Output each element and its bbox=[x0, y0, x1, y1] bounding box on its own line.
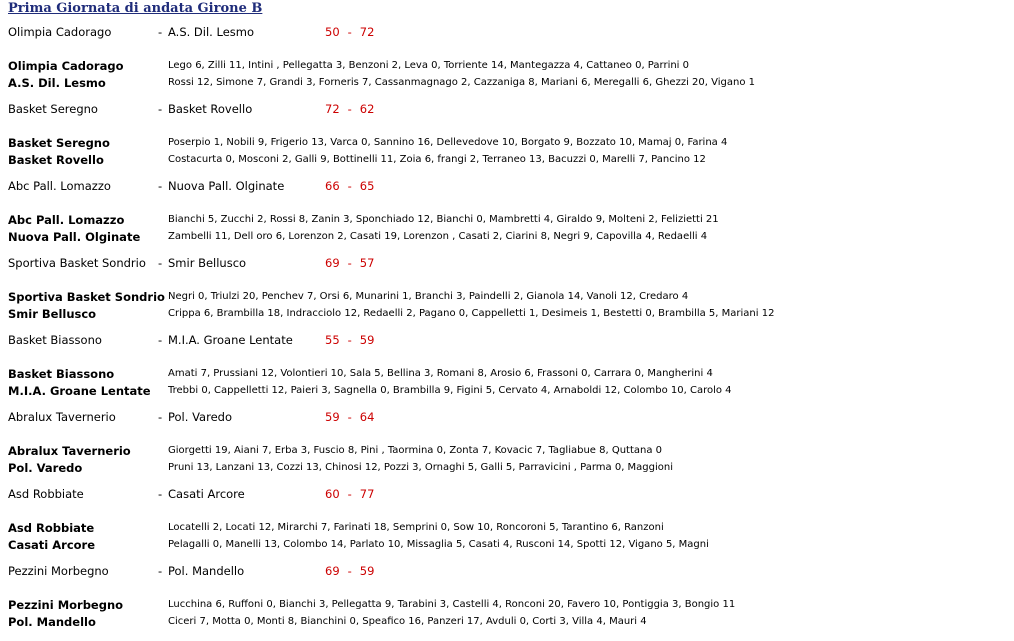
team-separator: - bbox=[158, 179, 163, 193]
score-separator: - bbox=[347, 333, 352, 347]
score-separator: - bbox=[347, 410, 352, 424]
team-separator: - bbox=[158, 410, 163, 424]
home-team-name: Olimpia Cadorago bbox=[8, 25, 112, 39]
game-block bbox=[0, 564, 1014, 641]
away-roster-row bbox=[0, 230, 1014, 246]
away-team-label: M.I.A. Groane Lentate bbox=[8, 384, 151, 398]
away-roster-row bbox=[0, 461, 1014, 477]
home-team-label: Basket Biassono bbox=[8, 367, 115, 381]
home-team-label: Sportiva Basket Sondrio bbox=[8, 290, 165, 304]
match-row bbox=[0, 487, 1014, 503]
home-team-name: Abc Pall. Lomazzo bbox=[8, 179, 111, 193]
home-team-name: Pezzini Morbegno bbox=[8, 564, 109, 578]
home-score: 50 bbox=[325, 25, 340, 39]
away-players: Crippa 6, Brambilla 18, Indracciolo 12, Redaelli 2, Pagano 0, Cappelletti 1, Desimeis 1, Bestetti 0, Brambilla 5, Mariani 12 bbox=[168, 308, 775, 319]
away-team-label: Smir Bellusco bbox=[8, 307, 97, 321]
score-separator: - bbox=[347, 25, 352, 39]
home-team-name: Sportiva Basket Sondrio bbox=[8, 256, 146, 270]
game-block bbox=[0, 25, 1014, 102]
match-row bbox=[0, 25, 1014, 41]
home-players: Poserpio 1, Nobili 9, Frigerio 13, Varca 0, Sannino 16, Dellevedove 10, Borgato 9, Bozzato 10, Mamaj 0, Farina 4 bbox=[168, 137, 728, 148]
game-block bbox=[0, 256, 1014, 333]
match-row bbox=[0, 333, 1014, 349]
home-roster-row bbox=[0, 290, 1014, 306]
home-team-label: Asd Robbiate bbox=[8, 521, 95, 535]
away-score: 59 bbox=[359, 564, 375, 578]
away-score: 72 bbox=[359, 25, 375, 39]
home-team-name: Basket Seregno bbox=[8, 102, 98, 116]
match-row bbox=[0, 564, 1014, 580]
away-team-name: Pol. Varedo bbox=[168, 410, 232, 424]
away-score: 62 bbox=[359, 102, 375, 116]
match-row bbox=[0, 256, 1014, 272]
away-score: 64 bbox=[359, 410, 375, 424]
final-score bbox=[325, 333, 374, 347]
score-separator: - bbox=[347, 179, 352, 193]
score-separator: - bbox=[347, 256, 352, 270]
match-row bbox=[0, 179, 1014, 195]
away-players: Pelagalli 0, Manelli 13, Colombo 14, Parlato 10, Missaglia 5, Casati 4, Rusconi 14, Spotti 12, Vigano 5, Magni bbox=[168, 539, 709, 550]
home-team-label: Abc Pall. Lomazzo bbox=[8, 213, 125, 227]
home-players: Amati 7, Prussiani 12, Volontieri 10, Sala 5, Bellina 3, Romani 8, Arosio 6, Frassoni 0, Carrara 0, Mangherini 4 bbox=[168, 368, 713, 379]
score-separator: - bbox=[347, 102, 352, 116]
home-roster-row bbox=[0, 444, 1014, 460]
home-team-label: Olimpia Cadorago bbox=[8, 59, 124, 73]
home-team-label: Basket Seregno bbox=[8, 136, 110, 150]
home-roster-row bbox=[0, 213, 1014, 229]
away-players: Ciceri 7, Motta 0, Monti 8, Bianchini 0, Speafico 16, Panzeri 17, Avduli 0, Corti 3, Villa 4, Mauri 4 bbox=[168, 616, 647, 627]
home-team-name: Basket Biassono bbox=[8, 333, 102, 347]
home-team-label: Abralux Tavernerio bbox=[8, 444, 131, 458]
home-roster-row bbox=[0, 521, 1014, 537]
score-separator: - bbox=[347, 487, 352, 501]
score-separator: - bbox=[347, 564, 352, 578]
home-team-name: Asd Robbiate bbox=[8, 487, 84, 501]
final-score bbox=[325, 410, 374, 424]
home-score: 69 bbox=[325, 564, 340, 578]
away-team-name: Casati Arcore bbox=[168, 487, 245, 501]
away-team-label: Pol. Mandello bbox=[8, 615, 96, 629]
home-roster-row bbox=[0, 598, 1014, 614]
away-score: 59 bbox=[359, 333, 375, 347]
final-score bbox=[325, 102, 374, 116]
home-team-label: Pezzini Morbegno bbox=[8, 598, 124, 612]
home-score: 55 bbox=[325, 333, 340, 347]
home-players: Bianchi 5, Zucchi 2, Rossi 8, Zanin 3, Sponchiado 12, Bianchi 0, Mambretti 4, Giraldo 9, Molteni 2, Felizietti 21 bbox=[168, 214, 719, 225]
away-score: 77 bbox=[359, 487, 375, 501]
away-roster-row bbox=[0, 307, 1014, 323]
home-score: 72 bbox=[325, 102, 340, 116]
team-separator: - bbox=[158, 25, 163, 39]
final-score bbox=[325, 25, 374, 39]
away-team-name: Smir Bellusco bbox=[168, 256, 247, 270]
game-block bbox=[0, 410, 1014, 487]
home-roster-row bbox=[0, 367, 1014, 383]
home-score: 59 bbox=[325, 410, 340, 424]
away-players: Rossi 12, Simone 7, Grandi 3, Forneris 7, Cassanmagnago 2, Cazzaniga 8, Mariani 6, Meregalli 6, Ghezzi 20, Vigano 1 bbox=[168, 77, 755, 88]
home-score: 69 bbox=[325, 256, 340, 270]
team-separator: - bbox=[158, 564, 163, 578]
home-players: Giorgetti 19, Aiani 7, Erba 3, Fuscio 8, Pini , Taormina 0, Zonta 7, Kovacic 7, Tagliabue 8, Quttana 0 bbox=[168, 445, 663, 456]
home-players: Lego 6, Zilli 11, Intini , Pellegatta 3, Benzoni 2, Leva 0, Torriente 14, Mantegazza 4, Cattaneo 0, Parrini 0 bbox=[168, 60, 690, 71]
away-team-label: Nuova Pall. Olginate bbox=[8, 230, 141, 244]
game-block bbox=[0, 102, 1014, 179]
away-team-label: Basket Rovello bbox=[8, 153, 104, 167]
away-players: Pruni 13, Lanzani 13, Cozzi 13, Chinosi 12, Pozzi 3, Ornaghi 5, Galli 5, Parravicini , Parma 0, Maggioni bbox=[168, 462, 674, 473]
away-team-name: Basket Rovello bbox=[168, 102, 253, 116]
away-team-name: Nuova Pall. Olginate bbox=[168, 179, 285, 193]
away-score: 65 bbox=[359, 179, 375, 193]
team-separator: - bbox=[158, 256, 163, 270]
away-team-label: A.S. Dil. Lesmo bbox=[8, 76, 106, 90]
team-separator: - bbox=[158, 487, 163, 501]
away-roster-row bbox=[0, 153, 1014, 169]
away-roster-row bbox=[0, 384, 1014, 400]
home-players: Negri 0, Triulzi 20, Penchev 7, Orsi 6, Munarini 1, Branchi 3, Paindelli 2, Gianola 14, Vanoli 12, Credaro 4 bbox=[168, 291, 689, 302]
match-row bbox=[0, 410, 1014, 426]
game-block bbox=[0, 179, 1014, 256]
final-score bbox=[325, 179, 374, 193]
home-score: 60 bbox=[325, 487, 340, 501]
away-roster-row bbox=[0, 76, 1014, 92]
away-players: Trebbi 0, Cappelletti 12, Paieri 3, Sagnella 0, Brambilla 9, Figini 5, Cervato 4, Arnaboldi 12, Colombo 10, Carolo 4 bbox=[168, 385, 732, 396]
away-team-name: Pol. Mandello bbox=[168, 564, 245, 578]
away-team-name: M.I.A. Groane Lentate bbox=[168, 333, 293, 347]
home-players: Lucchina 6, Ruffoni 0, Bianchi 3, Pellegatta 9, Tarabini 3, Castelli 4, Ronconi 20, Favero 10, Pontiggia 3, Bongio 11 bbox=[168, 599, 736, 610]
away-roster-row bbox=[0, 538, 1014, 554]
home-roster-row bbox=[0, 59, 1014, 75]
team-separator: - bbox=[158, 333, 163, 347]
away-roster-row bbox=[0, 615, 1014, 631]
team-separator: - bbox=[158, 102, 163, 116]
final-score bbox=[325, 487, 374, 501]
away-players: Zambelli 11, Dell oro 6, Lorenzon 2, Casati 19, Lorenzon , Casati 2, Ciarini 8, Negri 9, Capovilla 4, Redaelli 4 bbox=[168, 231, 708, 242]
away-team-name: A.S. Dil. Lesmo bbox=[168, 25, 254, 39]
away-team-label: Pol. Varedo bbox=[8, 461, 83, 475]
home-team-name: Abralux Tavernerio bbox=[8, 410, 116, 424]
final-score bbox=[325, 564, 374, 578]
away-players: Costacurta 0, Mosconi 2, Galli 9, Bottinelli 11, Zoia 6, frangi 2, Terraneo 13, Bacuzzi 0, Marelli 7, Pancino 12 bbox=[168, 154, 706, 165]
final-score bbox=[325, 256, 374, 270]
page-title: Prima Giornata di andata Girone B bbox=[8, 1, 263, 16]
game-block bbox=[0, 487, 1014, 564]
home-roster-row bbox=[0, 136, 1014, 152]
home-players: Locatelli 2, Locati 12, Mirarchi 7, Farinati 18, Semprini 0, Sow 10, Roncoroni 5, Tarantino 6, Ranzoni bbox=[168, 522, 664, 533]
match-row bbox=[0, 102, 1014, 118]
home-score: 66 bbox=[325, 179, 340, 193]
away-team-label: Casati Arcore bbox=[8, 538, 96, 552]
game-block bbox=[0, 333, 1014, 410]
away-score: 57 bbox=[359, 256, 375, 270]
